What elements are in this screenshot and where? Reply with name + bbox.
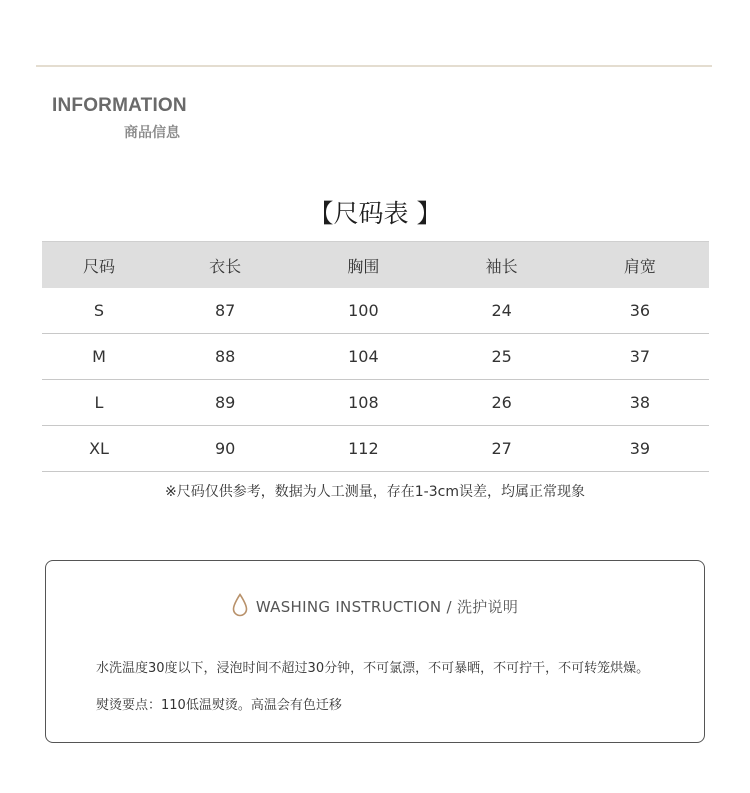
table-row	[42, 380, 709, 426]
table-cell: 104	[294, 334, 432, 380]
water-drop-icon	[232, 593, 248, 621]
table-cell: 36	[571, 288, 709, 334]
column-header: 尺码	[42, 242, 156, 289]
section-subtitle: 商品信息	[124, 125, 180, 141]
table-cell: 108	[294, 380, 432, 426]
table-cell: 38	[571, 380, 709, 426]
washing-instruction-box	[45, 560, 705, 743]
size-table-title: 【尺码表 】	[308, 199, 442, 228]
column-header: 袖长	[433, 242, 571, 289]
table-cell: XL	[42, 426, 156, 472]
table-cell: 27	[433, 426, 571, 472]
table-cell: 112	[294, 426, 432, 472]
ironing-line: 熨烫要点：110低温熨烫。高温会有色迁移	[96, 698, 342, 713]
measurement-note: ※尺码仅供参考，数据为人工测量，存在1-3cm误差，均属正常现象	[165, 484, 585, 500]
table-cell: S	[42, 288, 156, 334]
table-row	[42, 288, 709, 334]
column-header: 肩宽	[571, 242, 709, 289]
table-cell: 100	[294, 288, 432, 334]
table-cell: 25	[433, 334, 571, 380]
table-cell: 37	[571, 334, 709, 380]
table-cell: 39	[571, 426, 709, 472]
washing-heading-row	[46, 593, 704, 621]
size-table	[42, 241, 709, 472]
table-cell: 88	[156, 334, 294, 380]
table-cell: 87	[156, 288, 294, 334]
table-row	[42, 426, 709, 472]
washing-heading: WASHING INSTRUCTION / 洗护说明	[255, 598, 519, 616]
table-cell: M	[42, 334, 156, 380]
table-cell: 24	[433, 288, 571, 334]
table-cell: L	[42, 380, 156, 426]
section-title: INFORMATION	[52, 95, 187, 116]
washing-line: 水洗温度30度以下，浸泡时间不超过30分钟，不可氯漂，不可暴晒，不可拧干，不可转笼烘燥。	[96, 661, 650, 676]
column-header: 胸围	[294, 242, 432, 289]
table-cell: 90	[156, 426, 294, 472]
table-cell: 26	[433, 380, 571, 426]
table-row	[42, 334, 709, 380]
table-header-row	[42, 242, 709, 289]
table-cell: 89	[156, 380, 294, 426]
top-divider	[36, 65, 712, 67]
column-header: 衣长	[156, 242, 294, 289]
